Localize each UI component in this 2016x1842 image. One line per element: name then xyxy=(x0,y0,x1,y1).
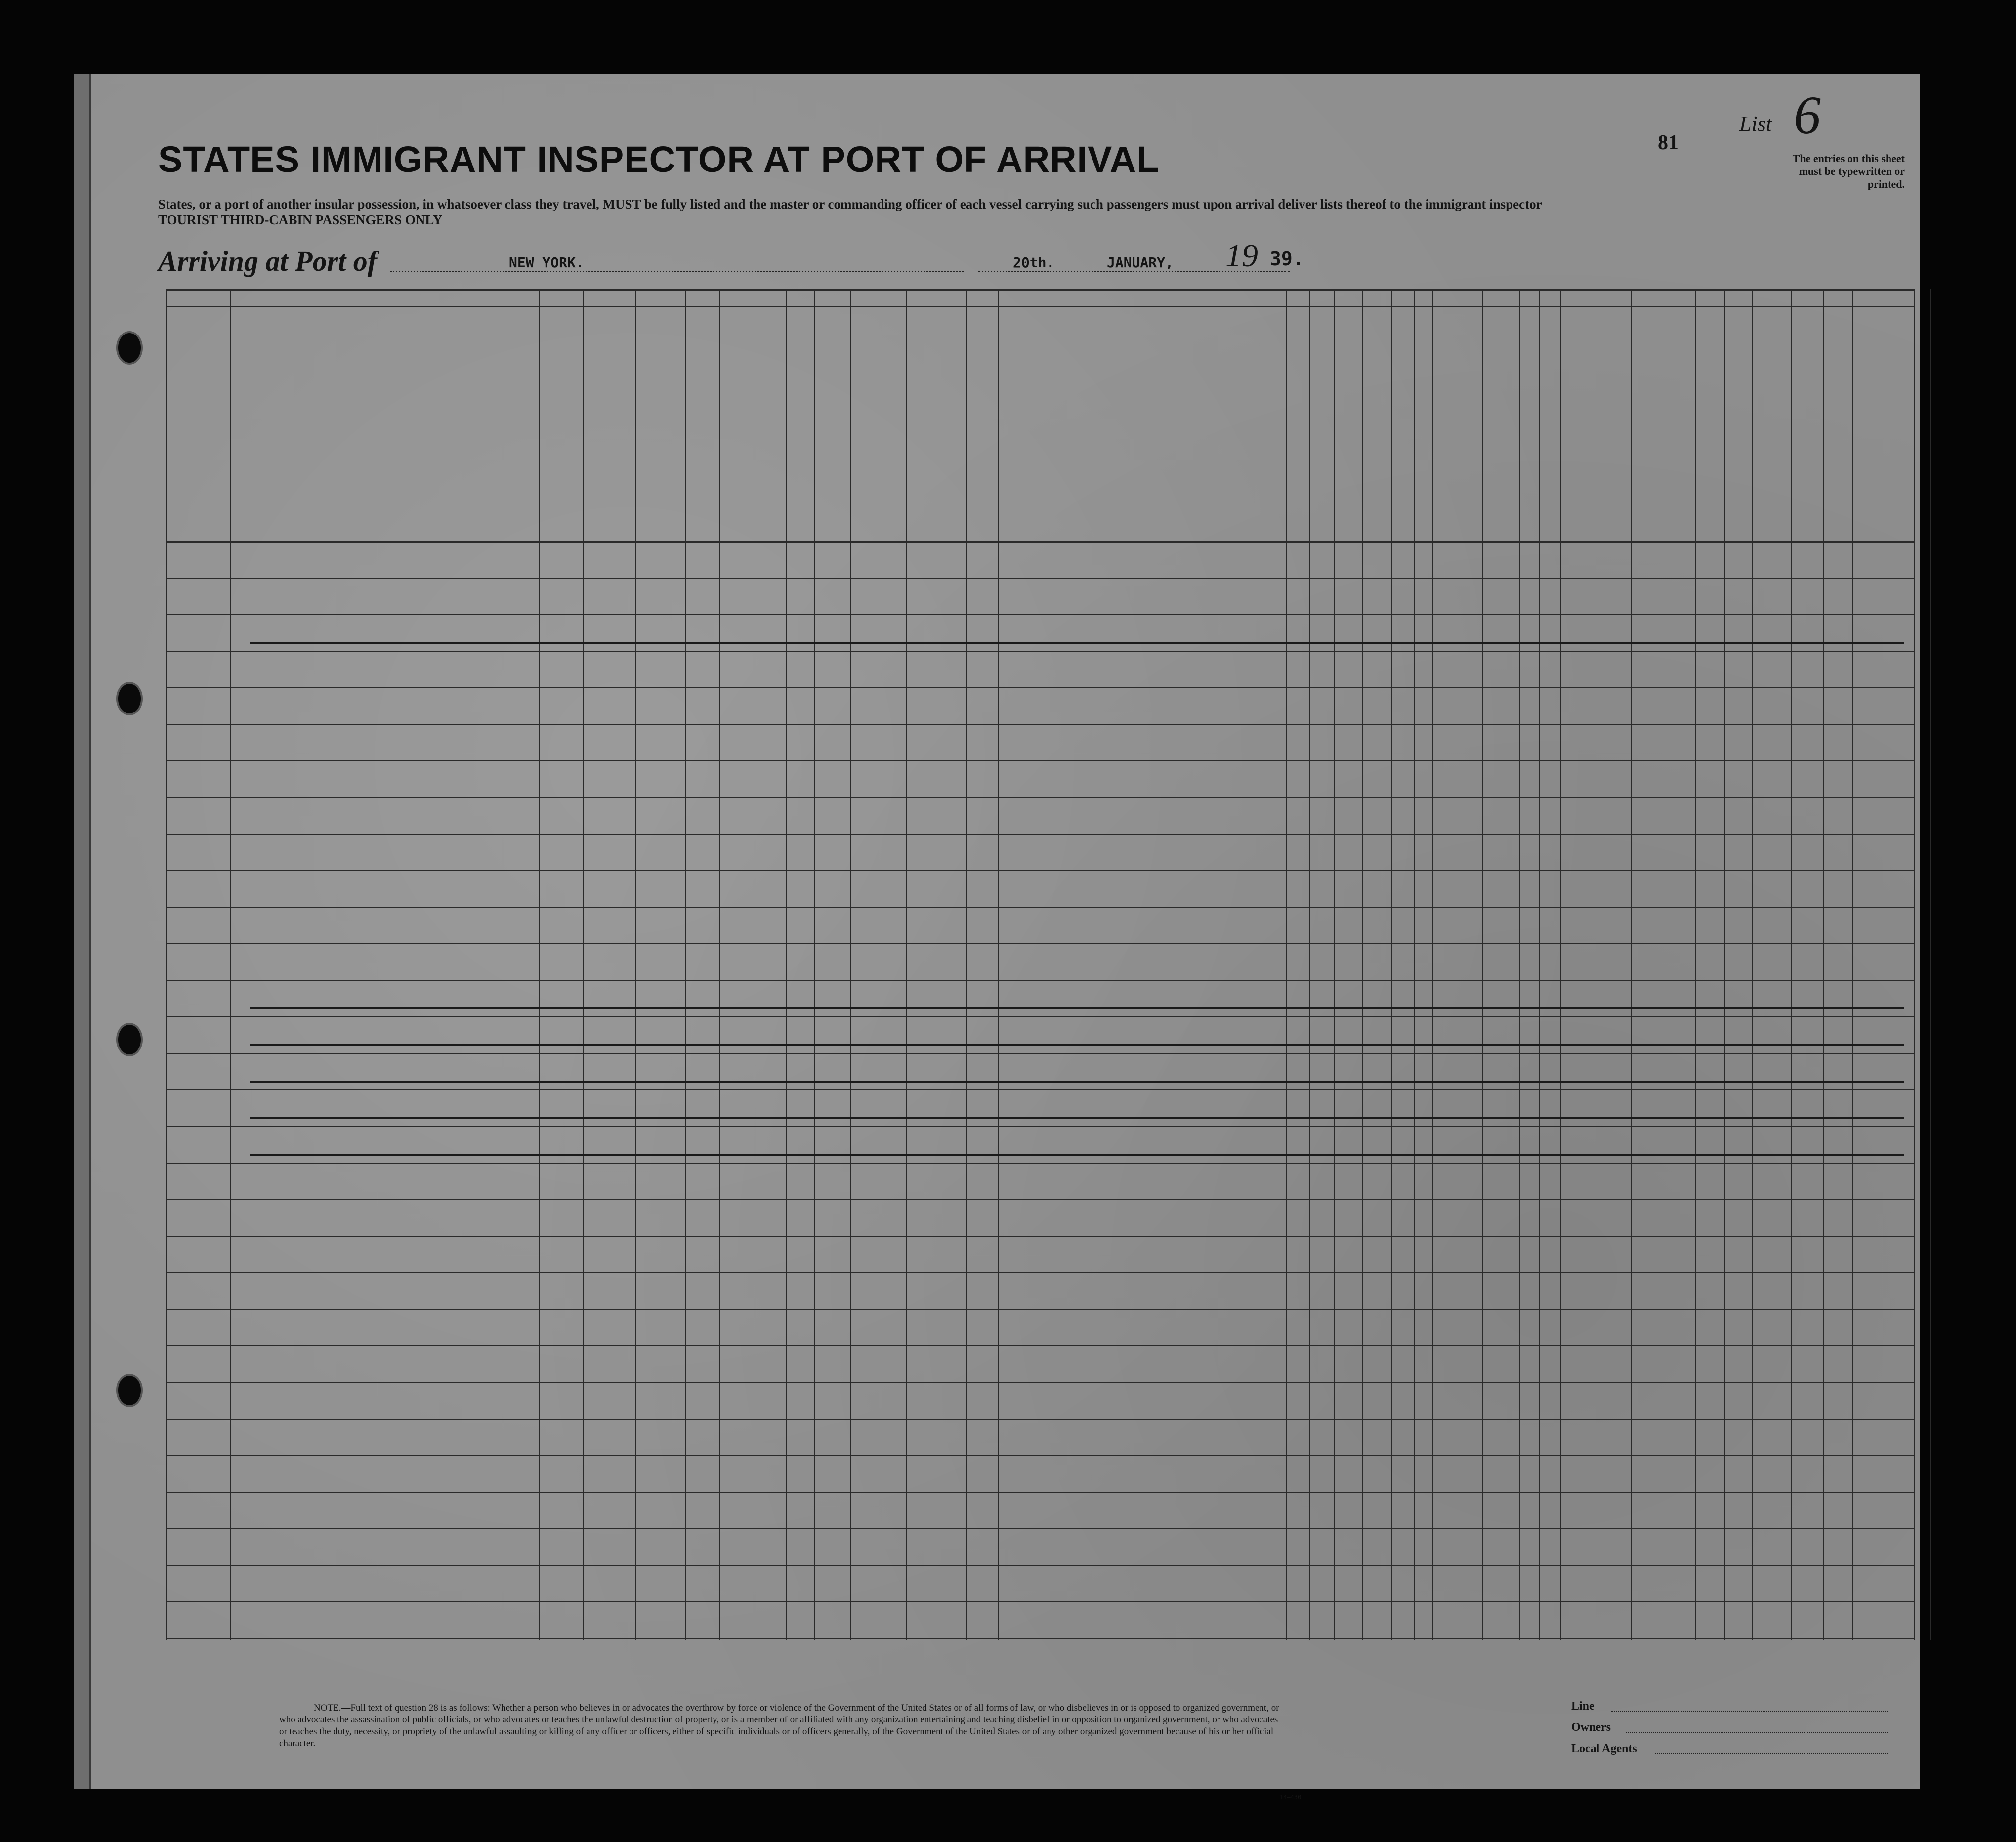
arriving-label: Arriving at Port of xyxy=(158,245,378,277)
column-rule xyxy=(1334,289,1335,1640)
row-rule xyxy=(166,1492,1915,1493)
column-rule xyxy=(1539,289,1540,1640)
row-rule xyxy=(166,797,1915,798)
punch-hole xyxy=(116,331,143,365)
column-rule xyxy=(583,289,584,1640)
column-rule xyxy=(1560,289,1561,1640)
column-rule xyxy=(906,289,907,1640)
page-title: STATES IMMIGRANT INSPECTOR AT PORT OF ARRIVAL xyxy=(158,139,1160,180)
list-label: List xyxy=(1739,112,1772,136)
column-rule xyxy=(966,289,967,1640)
line-label: Line xyxy=(1571,1700,1595,1713)
arrival-day: 20th. xyxy=(1013,254,1055,271)
binding-strip xyxy=(74,74,91,1789)
row-rule xyxy=(166,1126,1915,1127)
strikethrough-line xyxy=(250,1044,1904,1046)
row-rule xyxy=(166,907,1915,908)
column-rule xyxy=(850,289,851,1640)
column-rule xyxy=(1631,289,1632,1640)
column-rule xyxy=(1362,289,1363,1640)
strikethrough-line xyxy=(250,642,1904,644)
entries-note: The entries on this sheet must be typewritten or printed. xyxy=(1792,152,1905,190)
strikethrough-line xyxy=(250,1007,1904,1009)
row-rule xyxy=(166,1309,1915,1310)
row-rule xyxy=(166,943,1915,944)
column-rule xyxy=(719,289,720,1640)
column-number-rule xyxy=(166,306,1915,307)
column-rule xyxy=(1695,289,1696,1640)
port-line xyxy=(390,271,964,272)
arrival-year-suffix: 39. xyxy=(1270,248,1304,270)
row-rule xyxy=(166,1455,1915,1456)
strikethrough-line xyxy=(250,1081,1904,1083)
column-rule xyxy=(230,289,231,1640)
row-rule xyxy=(166,1089,1915,1090)
form-number: 14—430 xyxy=(1280,1794,1302,1800)
instructions-line: States, or a port of another insular possession, in whatsoever class they travel, MUST be fully listed and the master or commanding officer of each vessel carrying such passengers must upon arrival deliver lists thereof to the immigrant inspector xyxy=(158,197,1542,211)
row-rule xyxy=(166,1053,1915,1054)
column-rule xyxy=(1482,289,1483,1640)
column-rule xyxy=(539,289,540,1640)
manifest-table xyxy=(166,289,1915,1640)
column-rule xyxy=(1414,289,1415,1640)
row-rule xyxy=(166,1382,1915,1383)
row-rule xyxy=(166,1236,1915,1237)
arrival-month: JANUARY, xyxy=(1107,254,1174,271)
column-rule xyxy=(1823,289,1824,1640)
owners-label: Owners xyxy=(1571,1721,1611,1734)
row-rule xyxy=(166,760,1915,761)
column-rule xyxy=(685,289,686,1640)
row-rule xyxy=(166,578,1915,579)
table-right-border xyxy=(1914,289,1915,1640)
question-28-note: NOTE.—Full text of question 28 is as follows: Whether a person who believes in or advocates the overthrow by force or violence of the Government of the United States or of all forms of law, or who disbelieves in or is opposed to organized government, or who advocates the assassination of public officials, or who advocates or teaches the unlawful destruction of property, or is a member of or affiliated with any organization entertaining and teaching disbelief in or opposition to organized government, or who advocates or teaches the duty, necessity, or propriety of the unlawful assaulting or killing of any officer or officers, either of specific individuals or of officers generally, of the Government of the United States or of any other organized government because of his or her official character. xyxy=(279,1703,1279,1749)
row-rule xyxy=(166,1419,1915,1420)
list-number: 6 xyxy=(1794,85,1821,145)
column-rule xyxy=(998,289,999,1640)
table-left-border xyxy=(166,289,167,1640)
column-rule xyxy=(1791,289,1792,1640)
local-agents-label: Local Agents xyxy=(1571,1742,1637,1755)
row-rule xyxy=(166,1163,1915,1164)
column-rule xyxy=(1724,289,1725,1640)
column-rule xyxy=(1391,289,1392,1640)
row-rule xyxy=(166,834,1915,835)
row-rule xyxy=(166,1272,1915,1273)
column-rule xyxy=(1286,289,1287,1640)
page-number: 81 xyxy=(1658,131,1679,154)
column-rule xyxy=(1432,289,1433,1640)
strikethrough-line xyxy=(250,1154,1904,1156)
passenger-class-line: TOURIST THIRD-CABIN PASSENGERS ONLY xyxy=(158,212,443,227)
row-rule xyxy=(166,1638,1915,1639)
row-rule xyxy=(166,687,1915,688)
column-rule xyxy=(1752,289,1753,1640)
row-rule xyxy=(166,1565,1915,1566)
row-rule xyxy=(166,1016,1915,1017)
row-rule xyxy=(166,1528,1915,1529)
row-rule xyxy=(166,980,1915,981)
local-agents-field xyxy=(1655,1753,1888,1754)
row-rule xyxy=(166,724,1915,725)
column-rule xyxy=(1309,289,1310,1640)
strikethrough-line xyxy=(250,1117,1904,1119)
table-top-border xyxy=(166,289,1915,291)
column-rule xyxy=(786,289,787,1640)
row-rule xyxy=(166,614,1915,615)
column-rule xyxy=(635,289,636,1640)
column-rule xyxy=(1930,289,1931,1640)
punch-hole xyxy=(116,1374,143,1407)
punch-hole xyxy=(116,1023,143,1056)
row-rule xyxy=(166,1199,1915,1200)
column-rule xyxy=(1852,289,1853,1640)
owners-field xyxy=(1626,1732,1888,1733)
header-bottom-rule xyxy=(166,541,1915,543)
line-field xyxy=(1611,1711,1888,1712)
row-rule xyxy=(166,1345,1915,1346)
row-rule xyxy=(166,870,1915,871)
column-rule xyxy=(1519,289,1520,1640)
manifest-sheet xyxy=(74,74,1920,1800)
column-rule xyxy=(814,289,815,1640)
row-rule xyxy=(166,651,1915,652)
arrival-year-century: 19 xyxy=(1225,238,1258,274)
row-rule xyxy=(166,1601,1915,1602)
arrival-port: NEW YORK. xyxy=(509,254,584,271)
punch-hole xyxy=(116,682,143,715)
